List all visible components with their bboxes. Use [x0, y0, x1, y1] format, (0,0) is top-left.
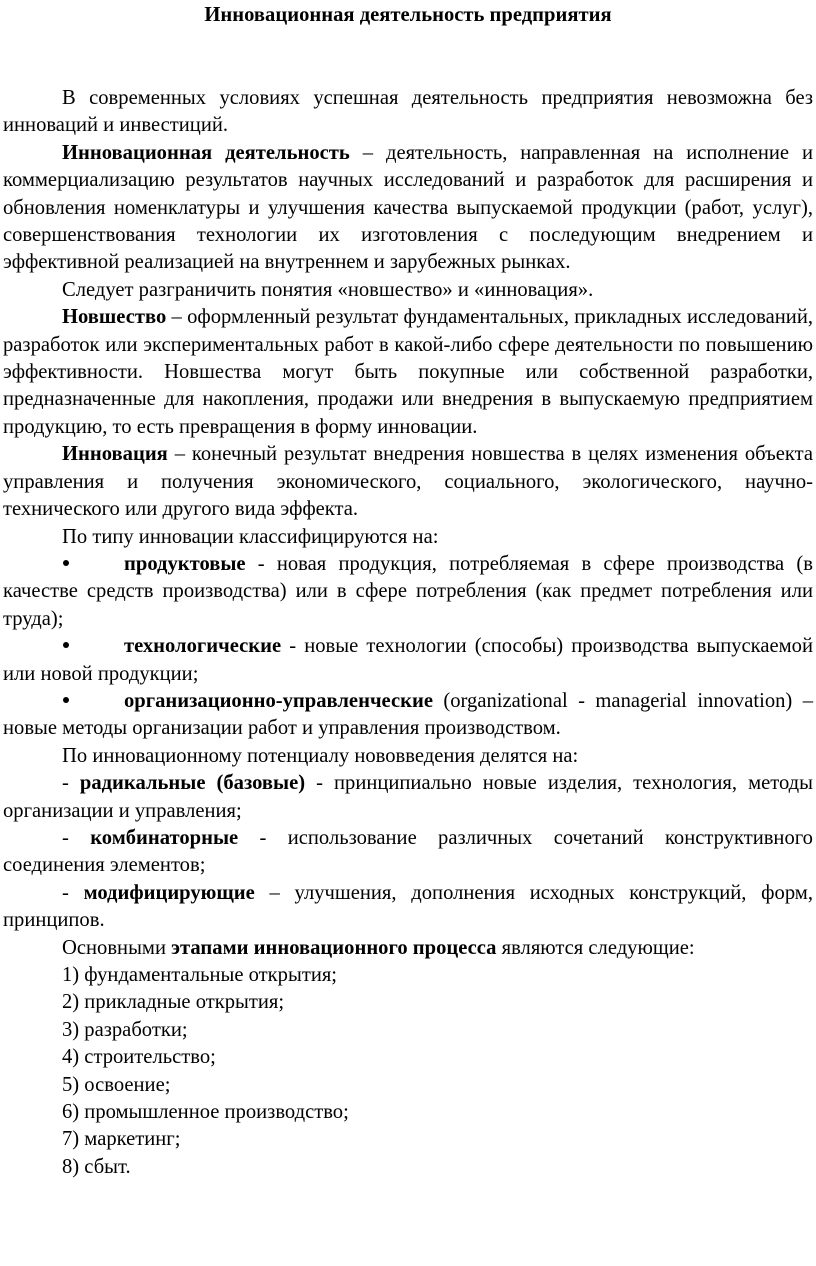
- stages-term: этапами инновационного процесса: [171, 936, 497, 959]
- document-page: [3, 0, 813, 1181]
- definition-text: – оформленный результат фундаментальных, прикладных исследований, разработок или экспериментальных работ в какой-либо сфере деятельности по повышению эффективности. Новшества могут быть покупные или собственной разработки, предназначенные для накопления, продажи или внедрения в выпускаемую предприятием продукцию, то есть превращения в форму инновации.: [3, 306, 813, 438]
- stage-item: 3) разработки;: [62, 1018, 188, 1041]
- term-novelty: Новшество: [62, 306, 167, 329]
- definition-text: – конечный результат внедрения новшества в целях изменения объекта управления и получения экономического, социального, экологического, научно-технического или другого вида эффекта.: [3, 443, 813, 521]
- dash-prefix: -: [62, 881, 84, 904]
- bullet-icon: [63, 560, 69, 566]
- stage-item: 4) строительство;: [62, 1046, 216, 1069]
- definition-innovation: [3, 441, 813, 523]
- type-term: организационно-управленческие: [124, 689, 433, 712]
- type-intro: По типу инновации классифицируются на:: [62, 525, 439, 548]
- stages-intro: [3, 935, 813, 962]
- stage-item: 5) освоение;: [62, 1073, 171, 1096]
- potential-text: - использование различных сочетаний конструктивного соединения элементов;: [3, 826, 813, 877]
- definition-text: – деятельность, направленная на исполнение и коммерциализацию результатов научных исследований и разработок для расширения и обновления номенклатуры и улучшения качества выпускаемой продукции (работ, услуг), совершенствования технологии их изготовления с последующим внедрением и эффективной реализацией на внутреннем и зарубежных рынках.: [3, 141, 813, 274]
- stage-item: 6) промышленное производство;: [62, 1101, 349, 1124]
- dash-prefix: -: [62, 772, 80, 795]
- bullet-icon: [63, 642, 69, 648]
- potential-text: - принципиально новые изделия, технология, методы организации и управления;: [3, 772, 813, 822]
- bullet-icon: [63, 697, 69, 703]
- term-innovation: Инновация: [62, 443, 168, 466]
- list-item: [3, 825, 813, 880]
- list-item: [3, 633, 813, 688]
- stage-item: 7) маркетинг;: [62, 1128, 181, 1151]
- potential-term: радикальные (базовые): [79, 772, 306, 795]
- definition-innovative-activity: [3, 140, 813, 277]
- page-title: Инновационная деятельность предприятия: [204, 4, 612, 26]
- stages-intro-before: Основными: [62, 936, 172, 959]
- potential-term: комбинаторные: [90, 826, 239, 849]
- list-item: [3, 770, 813, 825]
- stages-intro-after: являются следующие:: [496, 936, 695, 959]
- type-term: продуктовые: [124, 552, 246, 575]
- dash-prefix: -: [62, 826, 91, 849]
- potential-intro: По инновационному потенциалу нововведения делятся на:: [62, 744, 579, 767]
- stage-item: 8) сбыт.: [62, 1155, 131, 1178]
- potential-term: модифицирующие: [83, 881, 255, 904]
- stage-item: 1) фундаментальные открытия;: [62, 964, 338, 986]
- distinguish-paragraph: Следует разграничить понятия «новшество» и «инновация».: [62, 278, 594, 301]
- list-item: [3, 880, 813, 935]
- definition-novelty: [3, 304, 813, 441]
- list-item: [3, 688, 813, 743]
- potential-text: – улучшения, дополнения исходных конструкций, форм, принципов.: [3, 881, 813, 932]
- stage-item: 2) прикладные открытия;: [62, 991, 285, 1014]
- type-text: (organizational - managerial innovation) – новые методы организации работ и управления производством.: [3, 689, 813, 740]
- list-item: [3, 551, 813, 633]
- term-innovative-activity: Инновационная деятельность: [62, 141, 350, 164]
- title-spacer: [3, 29, 813, 85]
- type-text: - новая продукция, потребляемая в сфере производства (в качестве средств производства) или в сфере потребления (как предмет потребления или труда);: [3, 552, 813, 630]
- intro-paragraph: В современных условиях успешная деятельность предприятия невозможна без инноваций и инвестиций.: [3, 87, 813, 137]
- type-text: - новые технологии (способы) производства выпускаемой или новой продукции;: [3, 635, 813, 685]
- type-term: технологические: [124, 635, 282, 658]
